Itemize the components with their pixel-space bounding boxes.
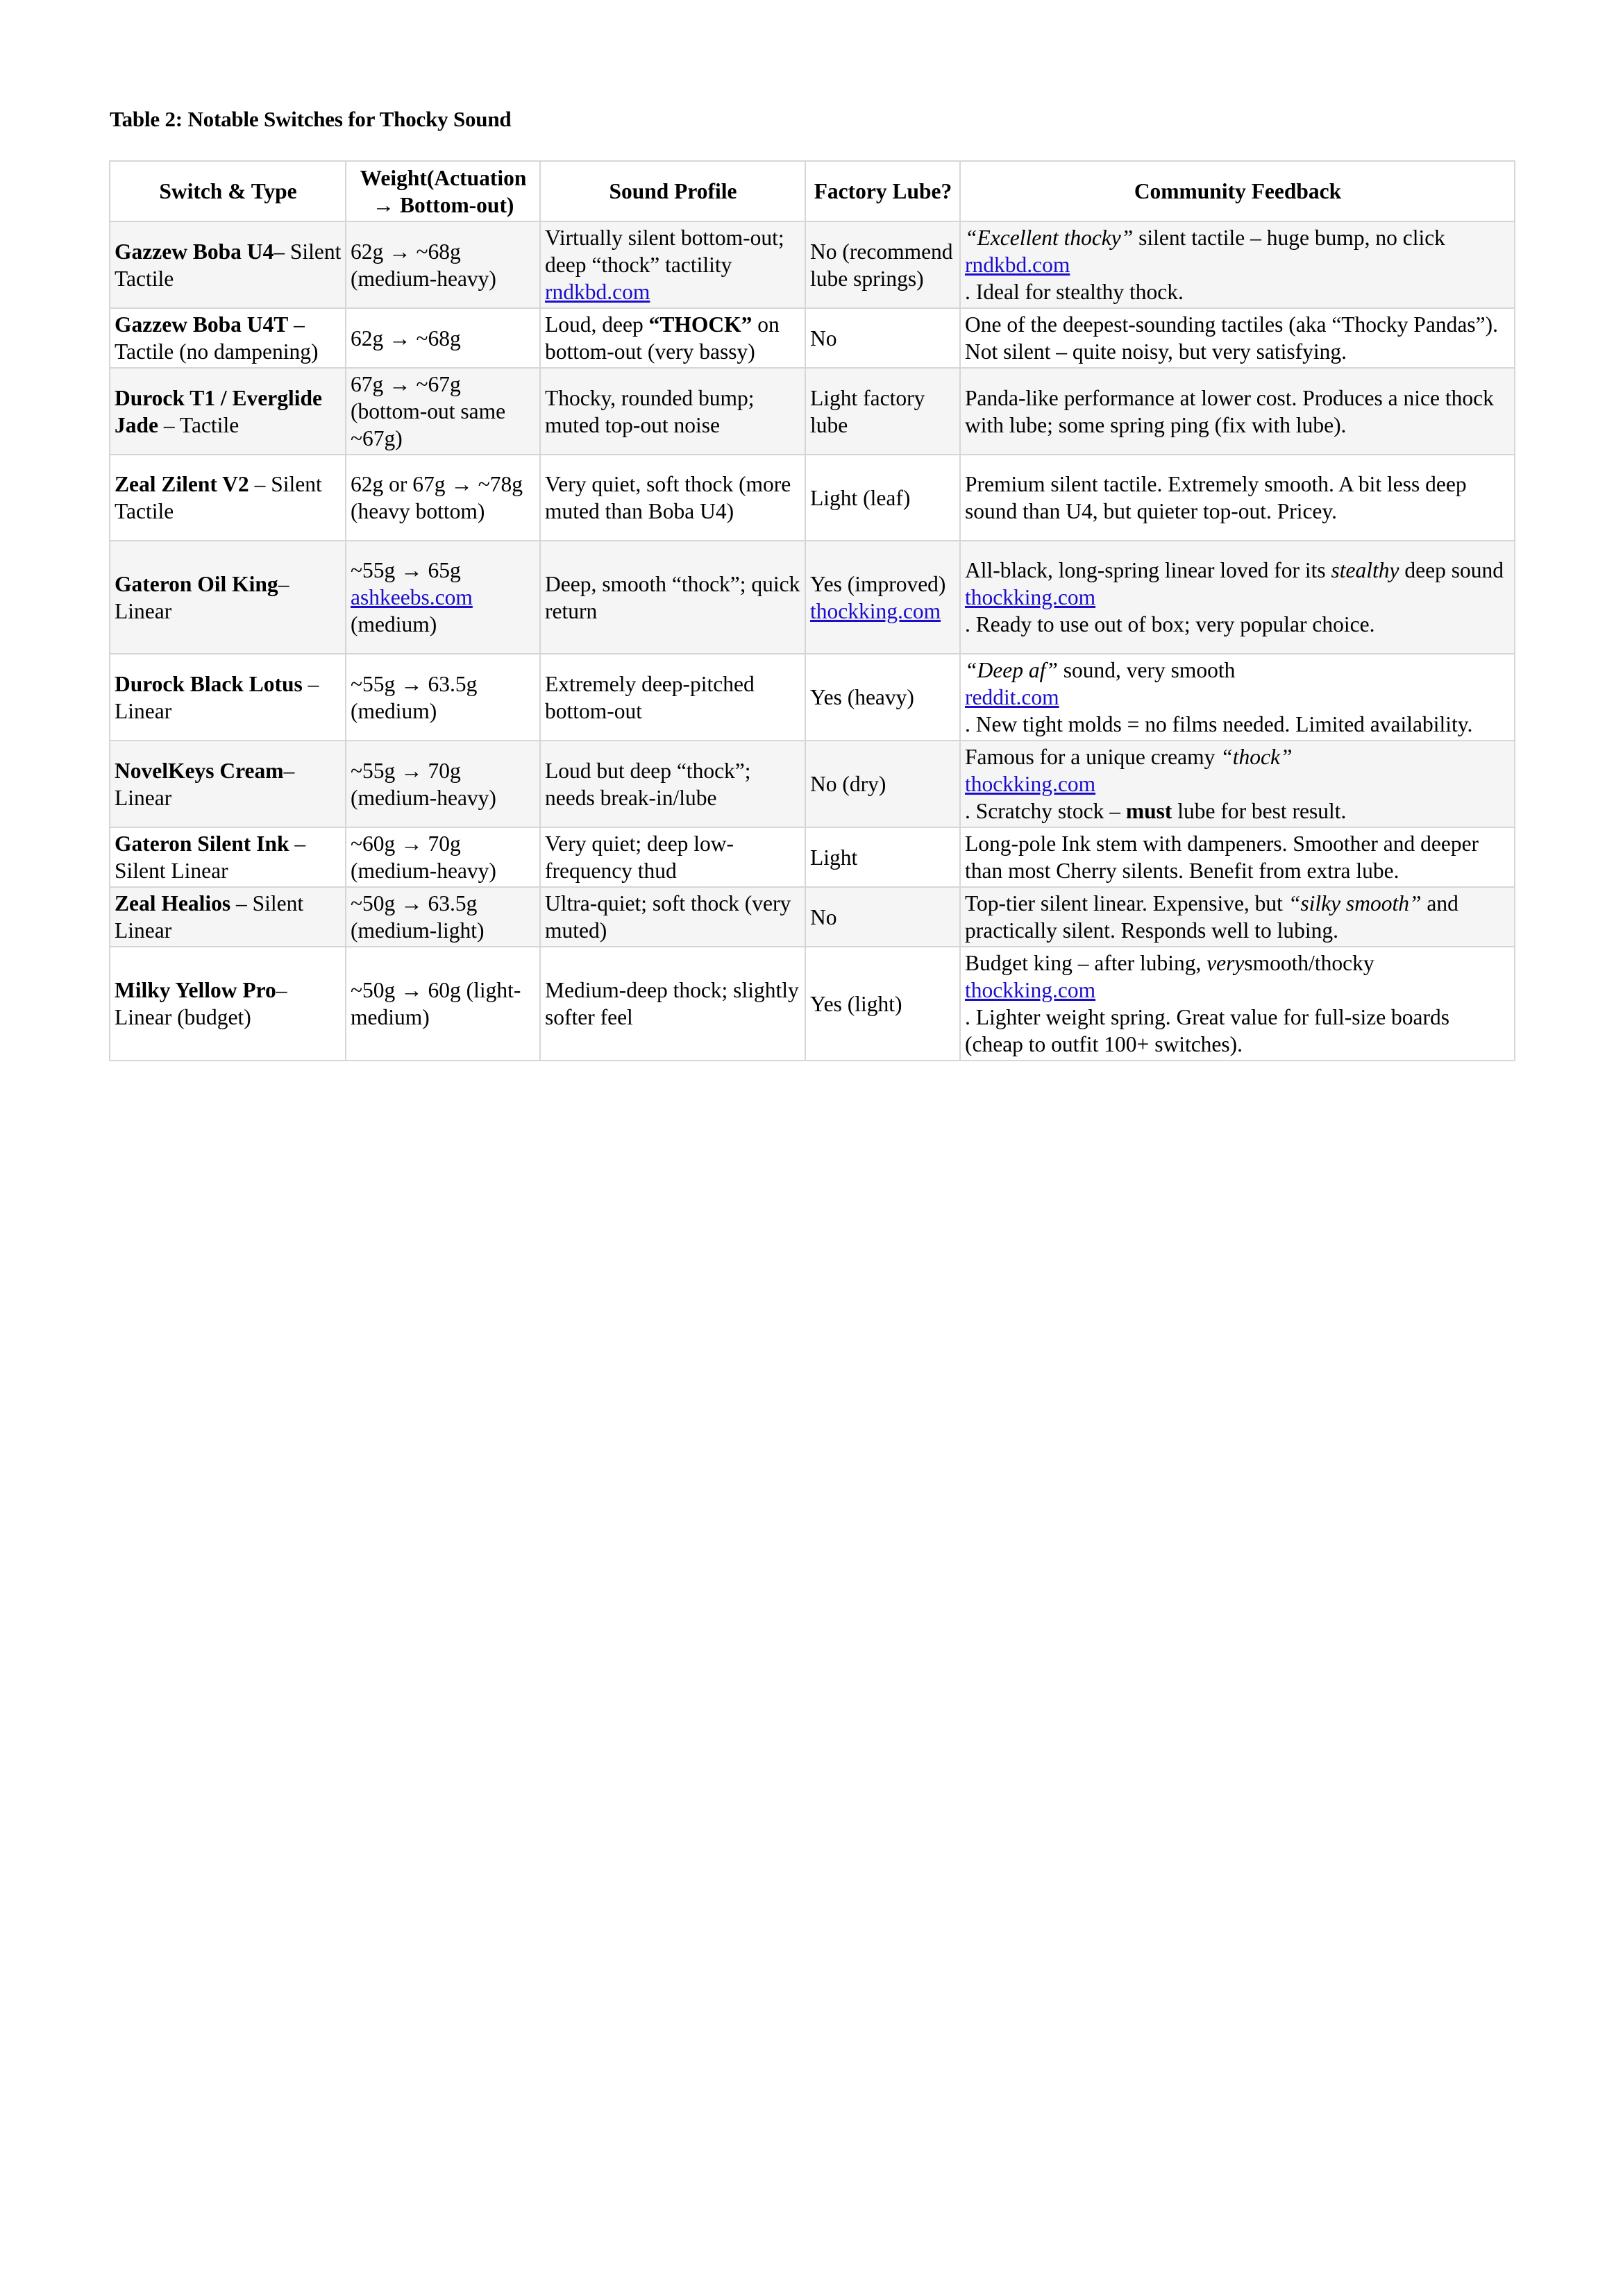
source-link[interactable]: ashkeebs.com: [351, 585, 473, 609]
source-link[interactable]: thockking.com: [965, 978, 1096, 1002]
feedback-quote: “Deep af”: [965, 658, 1058, 682]
switch-name: NovelKeys Cream: [115, 758, 284, 783]
switch-type: – Linear (budget): [115, 978, 287, 1029]
switch-cell: [110, 947, 346, 1061]
sound-emphasis: “THOCK”: [648, 312, 752, 337]
switch-name: Milky Yellow Pro: [115, 978, 276, 1002]
switch-name: Gazzew Boba U4T: [115, 312, 289, 337]
feedback-cell: Panda-like performance at lower cost. Produces a nice thock with lube; some spring ping (fix with lube).: [960, 368, 1515, 455]
switch-cell: [110, 654, 346, 741]
feedback-after: . Ready to use out of box; very popular choice.: [965, 612, 1375, 636]
weight-cell: ~50g → 63.5g (medium-light): [346, 887, 540, 947]
sound-cell: Deep, smooth “thock”; quick return: [540, 541, 805, 654]
source-link[interactable]: rndkbd.com: [545, 280, 650, 304]
switch-type: – Silent Tactile: [115, 239, 342, 291]
sound-cell: Very quiet; deep low-frequency thud: [540, 827, 805, 887]
sound-cell: [540, 308, 805, 368]
feedback-text: Budget king – after lubing,: [965, 951, 1207, 975]
header-switch-type: Switch & Type: [110, 161, 346, 221]
feedback-after: . Ideal for stealthy thock.: [965, 280, 1184, 304]
lube-cell: No: [805, 887, 960, 947]
feedback-text: deep sound: [1399, 558, 1504, 582]
switch-name: Durock T1 / Everglide Jade: [115, 385, 322, 437]
switch-cell: [110, 455, 346, 541]
switch-type: – Linear: [115, 571, 289, 623]
sound-cell: Ultra-quiet; soft thock (very muted): [540, 887, 805, 947]
feedback-after: . Lighter weight spring. Great value for full-size boards (cheap to outfit 100+ switches).: [965, 1005, 1450, 1056]
feedback-quote: “thock”: [1220, 745, 1293, 769]
weight-cell: 62g → ~68g: [346, 308, 540, 368]
feedback-cell: Long-pole Ink stem with dampeners. Smoother and deeper than most Cherry silents. Benefit from extra lube.: [960, 827, 1515, 887]
switch-cell: [110, 368, 346, 455]
switch-name: Gazzew Boba U4: [115, 239, 274, 264]
feedback-quote: “Excellent thocky”: [965, 226, 1134, 250]
header-weight: Weight(Actuation → Bottom-out): [346, 161, 540, 221]
weight-cell: ~55g → 63.5g (medium): [346, 654, 540, 741]
weight-cell: 62g or 67g → ~78g (heavy bottom): [346, 455, 540, 541]
switch-name: Durock Black Lotus: [115, 671, 303, 696]
sound-cell: Extremely deep-pitched bottom-out: [540, 654, 805, 741]
table-row: [110, 887, 1515, 947]
source-link[interactable]: thockking.com: [965, 585, 1096, 609]
feedback-text: silent tactile – huge bump, no click: [1133, 226, 1445, 250]
feedback-cell: [960, 741, 1515, 827]
switch-cell: [110, 541, 346, 654]
sound-text: Virtually silent bottom-out; deep “thock” tactility: [545, 226, 784, 277]
feedback-text: All-black, long-spring linear loved for its: [965, 558, 1331, 582]
header-sound-profile: Sound Profile: [540, 161, 805, 221]
lube-cell: [805, 541, 960, 654]
sound-cell: [540, 221, 805, 308]
lube-cell: No (recommend lube springs): [805, 221, 960, 308]
sound-text: on bottom-out (very bassy): [545, 312, 780, 364]
table-row: [110, 741, 1515, 827]
switch-cell: [110, 827, 346, 887]
sound-text: Loud, deep: [545, 312, 649, 337]
switch-name: Gateron Oil King: [115, 571, 278, 596]
feedback-cell: [960, 887, 1515, 947]
feedback-after: lube for best result.: [1172, 799, 1347, 823]
sound-cell: Thocky, rounded bump; muted top-out noise: [540, 368, 805, 455]
lube-cell: No (dry): [805, 741, 960, 827]
table-row: [110, 947, 1515, 1061]
lube-cell: Light factory lube: [805, 368, 960, 455]
table-row: [110, 221, 1515, 308]
switch-type: – Tactile: [158, 412, 239, 437]
table-row: [110, 827, 1515, 887]
weight-text: (medium): [351, 612, 437, 636]
feedback-cell: [960, 221, 1515, 308]
table-row: [110, 654, 1515, 741]
feedback-cell: [960, 654, 1515, 741]
switch-type: – Silent Tactile: [115, 472, 322, 523]
source-link[interactable]: reddit.com: [965, 685, 1059, 709]
feedback-cell: [960, 541, 1515, 654]
lube-cell: Yes (heavy): [805, 654, 960, 741]
weight-cell: ~55g → 70g (medium-heavy): [346, 741, 540, 827]
sound-cell: Very quiet, soft thock (more muted than Boba U4): [540, 455, 805, 541]
feedback-text: sound, very smooth: [1057, 658, 1236, 682]
switch-type: – Silent Linear: [115, 832, 306, 883]
switch-cell: [110, 741, 346, 827]
feedback-emphasis: very: [1206, 951, 1245, 975]
switch-name: Zeal Healios: [115, 891, 231, 915]
switch-cell: [110, 308, 346, 368]
weight-text: ~55g → 65g: [351, 558, 461, 582]
feedback-cell: One of the deepest-sounding tactiles (aka “Thocky Pandas”). Not silent – quite noisy, but very satisfying.: [960, 308, 1515, 368]
weight-cell: ~60g → 70g (medium-heavy): [346, 827, 540, 887]
feedback-cell: Premium silent tactile. Extremely smooth. A bit less deep sound than U4, but quieter top-out. Pricey.: [960, 455, 1515, 541]
switch-name: Zeal Zilent V2: [115, 472, 249, 496]
table-caption: Table 2: Notable Switches for Thocky Sound: [110, 107, 512, 131]
sound-cell: Loud but deep “thock”; needs break-in/lube: [540, 741, 805, 827]
feedback-emphasis: must: [1125, 799, 1172, 823]
table-row: [110, 541, 1515, 654]
feedback-cell: [960, 947, 1515, 1061]
feedback-after: . Scratchy stock –: [965, 799, 1126, 823]
switch-type: – Linear: [115, 671, 319, 723]
switch-type: – Linear: [115, 758, 295, 810]
switch-cell: [110, 221, 346, 308]
lube-cell: Light (leaf): [805, 455, 960, 541]
weight-cell: 67g → ~67g (bottom-out same ~67g): [346, 368, 540, 455]
switch-type: – Silent Linear: [115, 891, 304, 943]
switch-cell: [110, 887, 346, 947]
feedback-text: smooth/thocky: [1244, 951, 1374, 975]
lube-text: Yes (improved): [810, 571, 946, 596]
header-factory-lube: Factory Lube?: [805, 161, 960, 221]
header-community-feedback: Community Feedback: [960, 161, 1515, 221]
feedback-text: Famous for a unique creamy: [965, 745, 1221, 769]
lube-cell: No: [805, 308, 960, 368]
table-row: [110, 368, 1515, 455]
weight-cell: [346, 541, 540, 654]
feedback-text: Top-tier silent linear. Expensive, but: [965, 891, 1288, 915]
lube-cell: Light: [805, 827, 960, 887]
lube-cell: Yes (light): [805, 947, 960, 1061]
switches-table: [109, 160, 1515, 1061]
feedback-text: and practically silent. Responds well to lubing.: [965, 891, 1458, 943]
feedback-emphasis: stealthy: [1331, 558, 1399, 582]
source-link[interactable]: thockking.com: [810, 598, 941, 623]
table-row: [110, 455, 1515, 541]
source-link[interactable]: thockking.com: [965, 772, 1096, 796]
table-header-row: [110, 161, 1515, 221]
table-row: [110, 308, 1515, 368]
weight-cell: ~50g → 60g (light-medium): [346, 947, 540, 1061]
weight-cell: 62g → ~68g (medium-heavy): [346, 221, 540, 308]
source-link[interactable]: rndkbd.com: [965, 253, 1070, 277]
sound-cell: Medium-deep thock; slightly softer feel: [540, 947, 805, 1061]
feedback-after: . New tight molds = no films needed. Limited availability.: [965, 712, 1473, 736]
switch-name: Gateron Silent Ink: [115, 832, 289, 856]
feedback-quote: “silky smooth”: [1288, 891, 1422, 915]
switch-type: – Tactile (no dampening): [115, 312, 319, 364]
